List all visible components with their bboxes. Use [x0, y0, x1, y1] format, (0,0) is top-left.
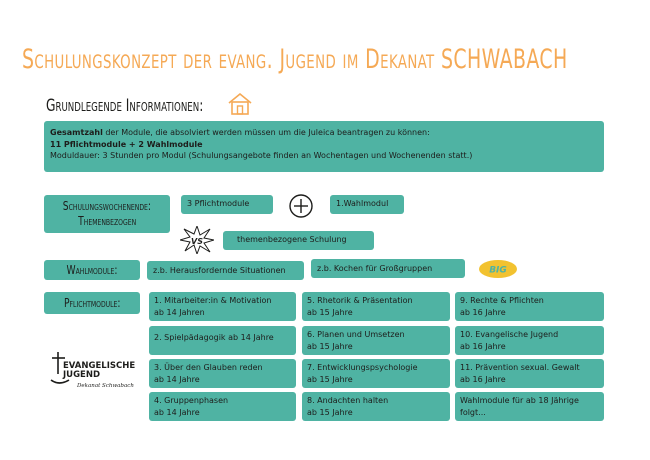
pflichtmodule-count-box: 3 Pflichtmodule	[181, 195, 273, 214]
versus-burst-icon	[180, 226, 214, 254]
module-title: 4. Gruppenphasen	[154, 396, 229, 405]
info-line-1: der Module, die absolviert werden müssen um die Juleica beantragen zu können:	[102, 128, 430, 137]
module-title: 7. Entwicklungspsychologie	[307, 363, 418, 372]
module-title: 6. Planen und Umsetzen	[307, 330, 405, 339]
module-age: ab 14 Jahren	[154, 308, 205, 317]
module-title: 1. Mitarbeiter:in & Motivation	[154, 296, 272, 305]
module-title: 8. Andachten halten	[307, 396, 389, 405]
plus-icon	[288, 193, 314, 219]
module-cell	[149, 392, 296, 421]
section-title-info: Grundlegende Informationen:	[46, 96, 204, 116]
themenbezogene-schulung-box: themenbezogene Schulung	[223, 231, 374, 250]
big-badge-icon	[478, 259, 518, 279]
logo-line-1: EVANGELISCHE	[63, 361, 136, 371]
module-cell	[455, 392, 604, 421]
page-title: Schulungskonzept der evang. Jugend im Dekanat SCHWABACH	[22, 44, 568, 75]
label-pflichtmodule: Pflichtmodule:	[44, 292, 140, 314]
wahlmodul-item: z.b. Herausfordernde Situationen	[147, 261, 304, 280]
module-cell	[302, 326, 450, 355]
info-bold-word: Gesamtzahl	[50, 128, 103, 137]
module-title: 3. Über den Glauben reden	[154, 363, 263, 372]
label-wahlmodule: Wahlmodule:	[44, 260, 140, 280]
module-cell	[149, 326, 296, 355]
module-title: 5. Rhetorik & Präsentation	[307, 296, 413, 305]
module-title: 10. Evangelische Jugend	[460, 330, 559, 339]
module-cell	[149, 292, 296, 321]
label-schulungswochenende-line2: Themenbezogen	[77, 214, 137, 228]
module-cell	[302, 292, 450, 321]
wahlmodul-item: z.b. Kochen für Großgruppen	[311, 259, 465, 278]
module-title: 9. Rechte & Pflichten	[460, 296, 544, 305]
module-age: ab 14 Jahre	[154, 375, 200, 384]
module-cell	[455, 292, 604, 321]
label-schulungswochenende-line1: Schulungswochenende:	[62, 199, 152, 213]
module-age: ab 14 Jahre	[154, 408, 200, 417]
module-cell	[302, 359, 450, 388]
logo-line-2: JUGEND	[63, 370, 101, 380]
big-badge-text: BIG	[489, 265, 507, 276]
info-line-3: Moduldauer: 3 Stunden pro Modul (Schulungsangebote finden an Wochentagen und Wochenenden statt.)	[50, 151, 473, 160]
module-cell	[455, 359, 604, 388]
module-age: folgt...	[460, 408, 486, 417]
logo-line-3: Dekanat Schwabach	[77, 383, 134, 389]
versus-text: VS	[191, 237, 203, 246]
wahlmodul-box: 1.Wahlmodul	[330, 195, 404, 214]
info-box	[44, 121, 604, 172]
module-title: 11. Prävention sexual. Gewalt	[460, 363, 580, 372]
evangelische-jugend-logo	[49, 350, 141, 392]
module-cell	[302, 392, 450, 421]
label-schulungswochenende	[44, 195, 170, 233]
info-line-2: 11 Pflichtmodule + 2 Wahlmodule	[50, 139, 203, 149]
module-age: ab 15 Jahre	[307, 408, 353, 417]
module-age: ab 15 Jahre	[307, 308, 353, 317]
module-age: ab 15 Jahre	[307, 342, 353, 351]
module-title: Wahlmodule für ab 18 Jährige	[460, 396, 579, 405]
module-age: ab 15 Jahre	[307, 375, 353, 384]
module-cell	[149, 359, 296, 388]
module-cell	[455, 326, 604, 355]
module-age: ab 16 Jahre	[460, 308, 506, 317]
house-icon	[228, 93, 252, 115]
module-age: ab 16 Jahre	[460, 342, 506, 351]
module-title: 2. Spielpädagogik ab 14 Jahre	[154, 333, 274, 342]
module-age: ab 16 Jahre	[460, 375, 506, 384]
